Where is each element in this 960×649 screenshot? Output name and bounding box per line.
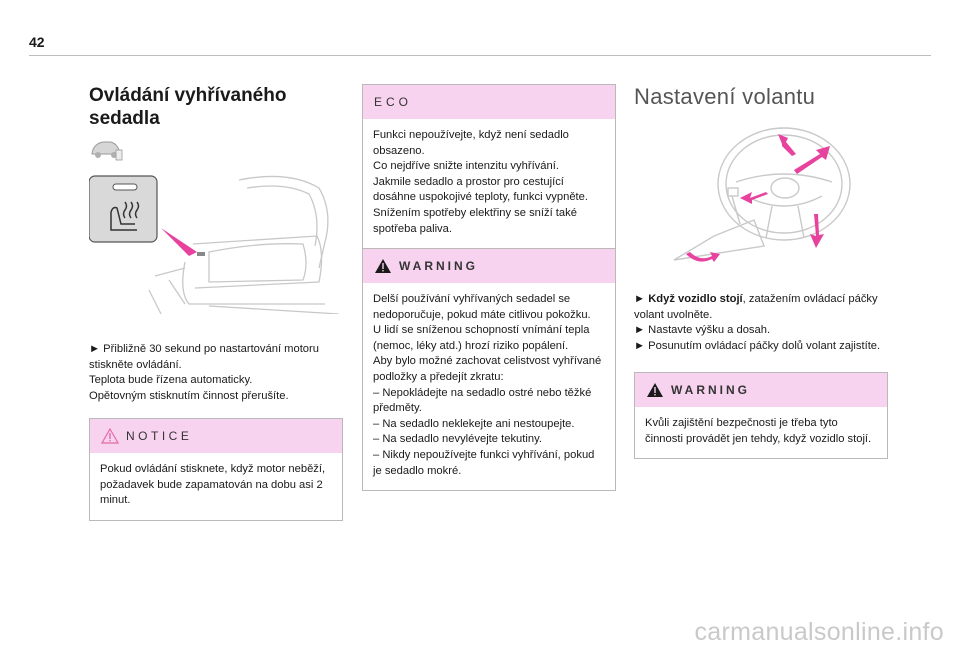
steering-title: Nastavení volantu: [634, 84, 816, 109]
page-number: 42: [29, 34, 45, 50]
watermark: carmanualsonline.info: [694, 618, 944, 646]
column-eco-warning: [362, 84, 616, 477]
warning-steering-box: [634, 372, 888, 459]
warning-steering-header: [635, 373, 887, 407]
warning-triangle-icon: [646, 382, 664, 398]
eco-header: [363, 85, 615, 119]
warning-seat-heading: WARNING: [399, 259, 478, 273]
notice-triangle-icon: [101, 428, 119, 444]
notice-heading: NOTICE: [126, 429, 193, 443]
notice-header: [90, 419, 342, 453]
heated-seat-title: Ovládání vyhřívaného sedadla: [89, 85, 287, 129]
warning-triangle-icon: [374, 258, 392, 274]
steering-wheel-illustration: [654, 126, 874, 276]
warning-seat-header: [363, 249, 615, 283]
warning-seat-text: Delší používání vyhřívaných sedadel se nedoporučuje, pokud máte citlivou pokožku. U lidí se sníženou schopností vnímání tepla (nemoc, léky atd.) hrozí riziko popálení. Aby bylo možné zachovat celistvost vyhřívané podložky a předejít zkratu: – Nepokládejte na sedadlo ostré nebo těžké předměty. – Na sedadlo neklekejte ani nestoupejte. – Na sedadlo nevylévejte tekutiny. – Nikdy nepoužívejte funkci vyhřívání, pokud je sedadlo mokré.: [373, 293, 602, 477]
warning-steering-text: Kvůli zajištění bezpečnosti je třeba tyto činnosti provádět jen tehdy, když vozidlo stojí.: [645, 417, 872, 445]
warning-steering-heading: WARNING: [671, 383, 750, 397]
eco-heading: ECO: [374, 95, 413, 109]
eco-box: [362, 84, 616, 249]
steering-step-3: ► Posunutím ovládací páčky dolů volant zajistíte.: [634, 339, 881, 352]
steering-step-1: ► Když vozidlo stojí, zatažením ovládací páčky volant uvolněte.: [634, 293, 878, 321]
column-heated-seat: [89, 84, 343, 507]
steering-instructions: [634, 292, 888, 354]
column-steering: [634, 84, 888, 445]
heated-seat-illustration: [89, 172, 343, 314]
notice-box: [89, 418, 343, 521]
car-equipment-icon: [89, 136, 123, 162]
steering-step-2: ► Nastavte výšku a dosah.: [634, 324, 771, 337]
top-divider: [29, 55, 931, 56]
warning-seat-box: [362, 248, 616, 491]
notice-text: Pokud ovládání stisknete, když motor neběží, požadavek bude zapamatován na dobu asi 2 minut.: [100, 463, 326, 507]
heated-seat-instructions: ► Přibližně 30 sekund po nastartování motoru stiskněte ovládání. Teplota bude řízena automaticky. Opětovným stisknutím činnost přerušíte.: [89, 343, 319, 402]
eco-text: Funkci nepoužívejte, když není sedadlo obsazeno. Co nejdříve snižte intenzitu vyhřívání. Jakmile sedadlo a prostor pro cestující dosáhne uspokojivé teploty, funkci vypněte. Snížením spotřeby elektřiny se sníží také spotřeba paliva.: [373, 129, 588, 235]
